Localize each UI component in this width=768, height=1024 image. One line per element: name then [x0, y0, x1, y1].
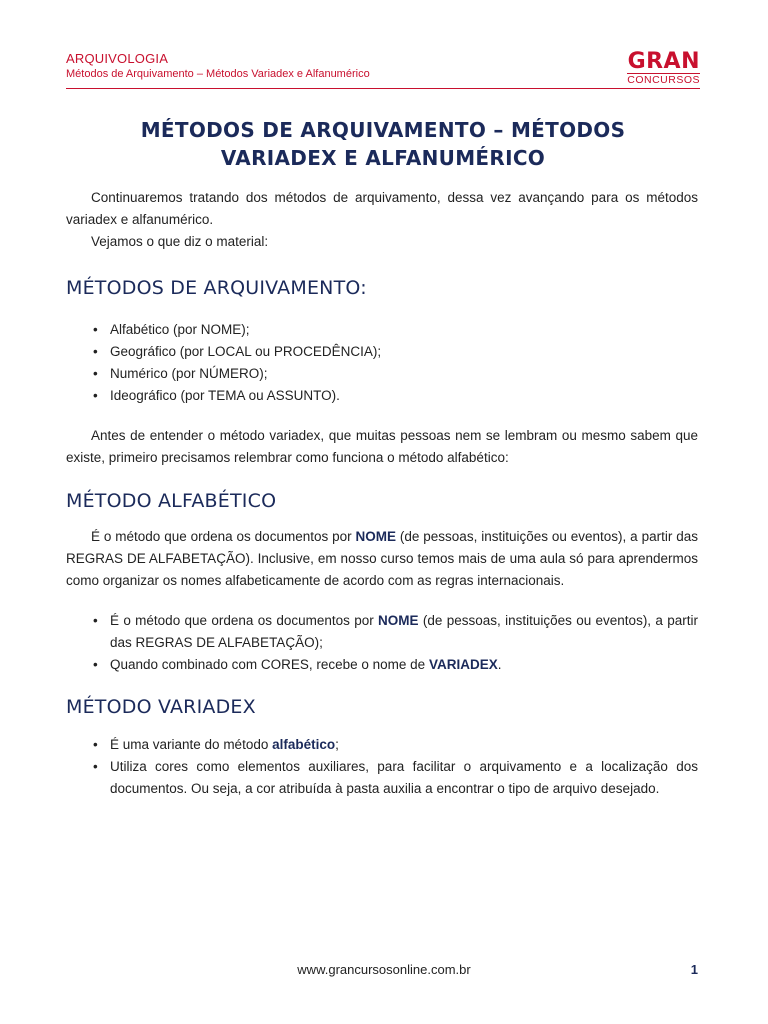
transition-paragraph: Antes de entender o método variadex, que muitas pessoas nem se lembram ou mesmo sabem que existe, primeiro precisamos relembrar como funciona o método alfabético:	[66, 428, 698, 465]
page-number: 1	[690, 962, 698, 977]
list-item: • Utiliza cores como elementos auxiliares, para facilitar o arquivamento e a localização dos documentos. Ou seja, a cor atribuída à pasta auxilia a encontrar o tipo de arquivo desejado.	[93, 759, 698, 796]
section-heading-metodos: MÉTODOS DE ARQUIVAMENTO:	[66, 277, 367, 299]
page-title	[66, 116, 700, 172]
section-heading-alfabetico: MÉTODO ALFABÉTICO	[66, 490, 277, 512]
list-item: • Geográfico (por LOCAL ou PROCEDÊNCIA);	[93, 344, 382, 359]
header-divider	[66, 88, 700, 89]
footer-url: www.grancursosonline.com.br	[297, 962, 471, 977]
logo-sub-text: CONCURSOS	[627, 74, 700, 86]
title-line-2: VARIADEX E ALFANUMÉRICO	[220, 146, 546, 170]
alfabetico-list	[66, 610, 698, 676]
list-item: • Quando combinado com CORES, recebe o nome de VARIADEX.	[93, 657, 502, 672]
list-item: • Ideográfico (por TEMA ou ASSUNTO).	[93, 388, 340, 403]
header-subject: ARQUIVOLOGIA	[66, 51, 169, 66]
list-item: • Numérico (por NÚMERO);	[93, 366, 268, 381]
alfabetico-paragraph: É o método que ordena os documentos por NOME (de pessoas, instituições ou eventos), a partir das REGRAS DE ALFABETAÇÃO). Inclusive, em nosso curso temos mais de uma aula só para aprendermos como organizar os nomes alfabeticamente de acordo com as regras internacionais.	[66, 529, 698, 588]
page-header	[66, 51, 702, 87]
variadex-list	[66, 734, 698, 800]
list-item: • É uma variante do método alfabético;	[93, 737, 339, 752]
intro-paragraph: Continuaremos tratando dos métodos de arquivamento, dessa vez avançando para os métodos variadex e alfanumérico.	[66, 190, 698, 227]
list-item: • É o método que ordena os documentos por NOME (de pessoas, instituições ou eventos), a partir das REGRAS DE ALFABETAÇÃO);	[93, 613, 698, 650]
intro-paragraph-2: Vejamos o que diz o material:	[91, 234, 269, 249]
gran-logo	[627, 51, 700, 86]
header-topic: Métodos de Arquivamento – Métodos Variadex e Alfanumérico	[66, 68, 370, 80]
document-body	[66, 187, 698, 800]
section-heading-variadex: MÉTODO VARIADEX	[66, 696, 256, 718]
logo-main-text: GRAN	[627, 49, 700, 74]
metodos-list	[66, 319, 698, 407]
title-line-1: MÉTODOS DE ARQUIVAMENTO – MÉTODOS	[140, 118, 626, 142]
list-item: • Alfabético (por NOME);	[93, 322, 250, 337]
